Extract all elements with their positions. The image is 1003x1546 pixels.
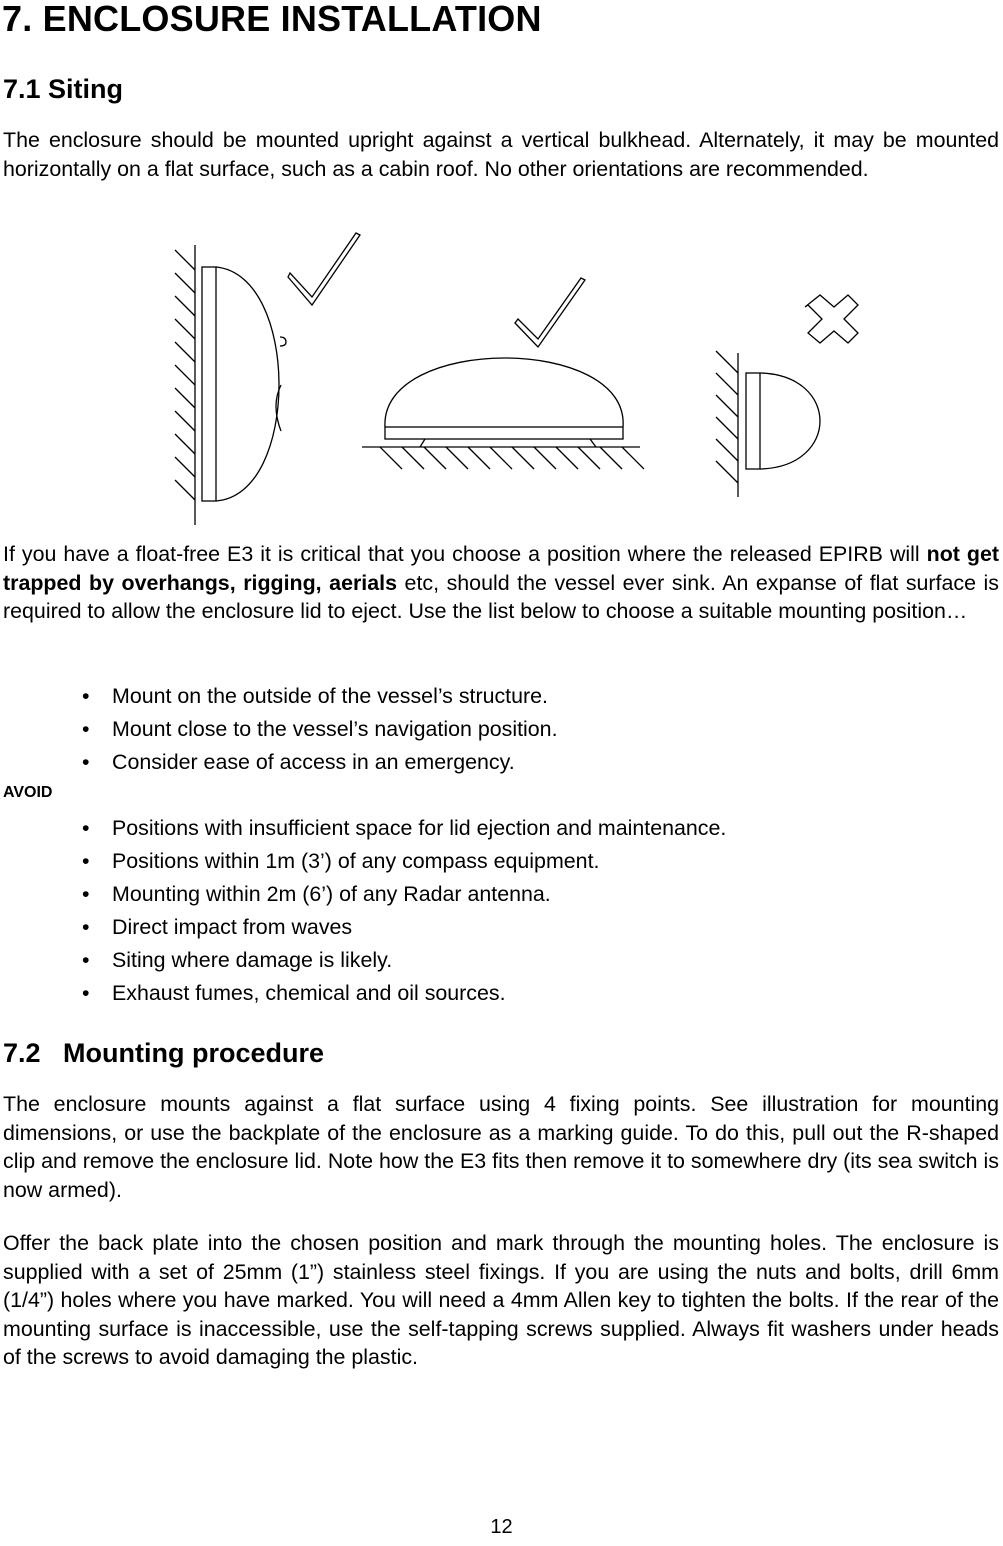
- mounting-paragraph-2: Offer the back plate into the chosen position and mark through the mounting holes. The enclosure is supplied with a set of 25mm (1”) stainless steel fixings. If you are using the nuts and bolts, drill 6mm (1/4”) holes where you have marked. You will need a 4mm Allen key to tighten the bolts. If the rear of the mounting surface is inaccessible, use the self-tapping screws supplied. Always fit washers under heads of the screws to avoid damaging the plastic.: [3, 1231, 999, 1370]
- check-mark-icon: [515, 278, 585, 347]
- float-free-text-2: etc, should the vessel ever sink. An expanse of flat surface is required to allow the enclosure lid to eject. Use the list below to choose a suitable mounting position…: [3, 570, 999, 624]
- float-free-text-1: If you have a float-free E3 it is critical that you choose a position where the released EPIRB will: [3, 542, 927, 566]
- recommended-list: [76, 680, 558, 779]
- mounting-paragraph-1: The enclosure mounts against a flat surface using 4 fixing points. See illustration for mounting dimensions, or use the backplate of the enclosure as a marking guide. To do this, pull out the R-shaped clip and remove the enclosure lid. Note how the E3 fits then remove it to somewhere dry (its sea switch is now armed).: [3, 1092, 999, 1202]
- orientation-illustration: [150, 225, 870, 530]
- sideways-mount-diagram: [716, 351, 820, 497]
- list-item: • Mount on the outside of the vessel’s structure.: [82, 684, 548, 708]
- list-item: • Direct impact from waves: [82, 915, 353, 939]
- horizontal-mount-diagram: [362, 358, 644, 469]
- list-item: • Siting where damage is likely.: [82, 948, 393, 972]
- siting-title: 7.1 Siting: [3, 74, 124, 104]
- avoid-list: [76, 812, 726, 1010]
- mounting-title: 7.2 Mounting procedure: [3, 1038, 325, 1068]
- cross-mark-icon: [805, 295, 858, 343]
- list-item: • Mounting within 2m (6’) of any Radar antenna.: [82, 882, 551, 906]
- list-item: • Positions with insufficient space for lid ejection and maintenance.: [82, 816, 727, 840]
- float-free-emphasis: not get trapped by overhangs, rigging, aerials: [3, 542, 999, 595]
- siting-intro: The enclosure should be mounted upright against a vertical bulkhead. Alternately, it may be mounted horizontally on a flat surface, such as a cabin roof. No other orientations are recommended.: [3, 128, 999, 181]
- list-item: • Mount close to the vessel’s navigation position.: [82, 717, 558, 741]
- list-item: • Positions within 1m (3’) of any compass equipment.: [82, 849, 600, 873]
- list-item: • Consider ease of access in an emergency.: [82, 750, 515, 774]
- vertical-mount-diagram: [175, 245, 286, 525]
- avoid-label: AVOID: [3, 784, 53, 801]
- check-mark-icon: [288, 233, 360, 305]
- float-free-paragraph: [3, 540, 999, 626]
- list-item: • Exhaust fumes, chemical and oil sources.: [82, 981, 506, 1005]
- page-number: 12: [490, 1516, 513, 1538]
- section-heading: 7. ENCLOSURE INSTALLATION: [2, 0, 542, 39]
